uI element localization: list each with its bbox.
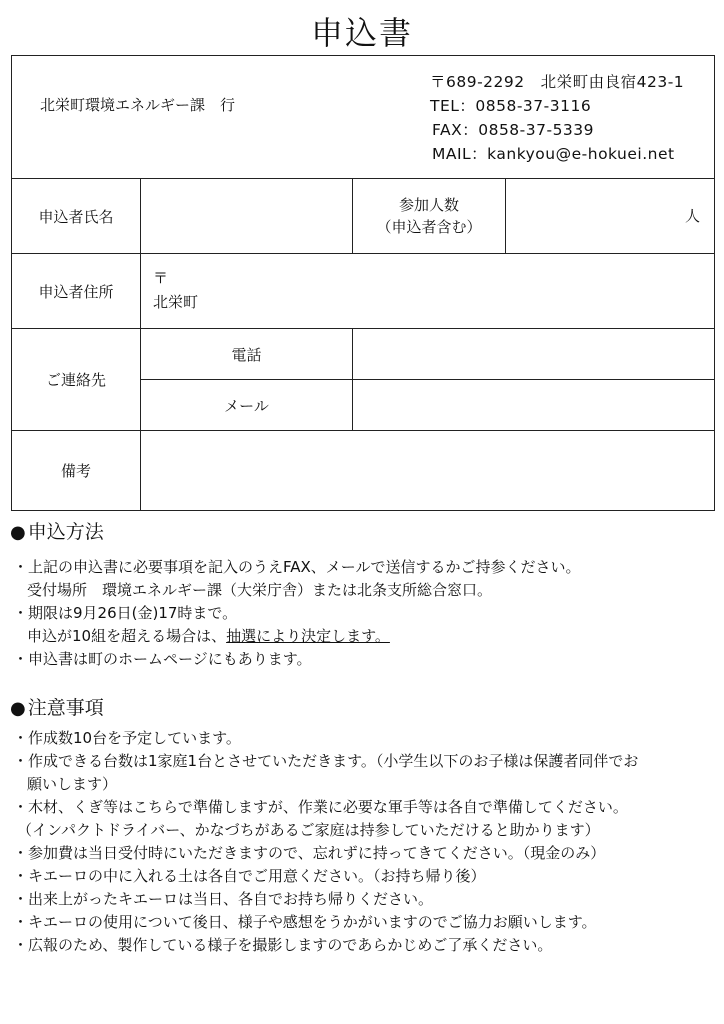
count-unit: 人: [684, 207, 700, 225]
application-form: [11, 55, 715, 511]
method-item: ・期限は9月26日(金)17時まで。: [13, 604, 238, 622]
name-label: 申込者氏名: [12, 179, 141, 254]
method-item-cont: 受付場所 環境エネルギー課（大栄庁舎）または北条支所総合窓口。: [27, 581, 493, 599]
note-item: ・作成数10台を予定しています。: [13, 729, 241, 747]
method-item: ・上記の申込書に必要事項を記入のうえFAX、メールで送信するかご持参ください。: [13, 558, 581, 576]
note-item-cont: （インパクトドライバー、かなづちがあるご家庭は持参していただけると助かります）: [17, 821, 600, 839]
tel-number: TEL：0858-37-3116: [430, 97, 592, 115]
method-item-cont: [13, 625, 581, 648]
form-header: [12, 56, 715, 179]
email-field[interactable]: [353, 380, 715, 431]
note-item: ・キエーロの使用について後日、様子や感想をうかがいますのでご協力お願いします。: [13, 913, 597, 931]
name-field[interactable]: [141, 179, 353, 254]
note-item-cont: 願いします）: [27, 775, 118, 793]
remarks-label: 備考: [12, 431, 141, 511]
email-label: メール: [141, 380, 353, 431]
phone-label: 電話: [141, 329, 353, 380]
count-label-line2: （申込者含む）: [376, 218, 482, 236]
notes-heading-text: 注意事項: [27, 697, 104, 719]
address-label: 申込者住所: [12, 254, 141, 329]
address-town: 北栄町: [153, 293, 199, 311]
note-item: ・木材、くぎ等はこちらで準備しますが、作業に必要な軍手等は各自で準備してください。: [13, 798, 628, 816]
address-postal-mark: 〒: [153, 269, 169, 287]
note-item: ・広報のため、製作している様子を撮影しますのであらかじめご了承ください。: [13, 936, 553, 954]
destination: 北栄町環境エネルギー課 行: [40, 96, 236, 114]
note-item: ・キエーロの中に入れる土は各自でご用意ください。（お持ち帰り後）: [13, 867, 486, 885]
bullet-dot: ●: [10, 698, 26, 719]
notes-heading: [10, 693, 104, 720]
bullet-dot: ●: [10, 522, 26, 543]
address-field[interactable]: [141, 254, 715, 329]
note-item: ・作成できる台数は1家庭1台とさせていただきます。（小学生以下のお子様は保護者同伴でお: [13, 752, 639, 770]
method-heading-text: 申込方法: [27, 521, 104, 543]
count-label-line1: 参加人数: [398, 196, 459, 214]
method-list: [13, 556, 581, 671]
contact-info: [430, 70, 684, 166]
lottery-prefix: 申込が10組を超える場合は、: [27, 627, 227, 645]
count-field[interactable]: [506, 179, 715, 254]
mail-address: MAIL：kankyou@e-hokuei.net: [432, 145, 675, 163]
method-heading: [10, 517, 104, 544]
notes-list: [13, 727, 638, 957]
method-item: ・申込書は町のホームページにもあります。: [13, 650, 312, 668]
fax-number: FAX：0858-37-5339: [432, 121, 595, 139]
postal-address: 〒689-2292 北栄町由良宿423-1: [430, 73, 685, 91]
contact-label: ご連絡先: [12, 329, 141, 431]
count-label: [353, 179, 506, 254]
page-title: 申込書: [310, 14, 413, 52]
remarks-field[interactable]: [141, 431, 715, 511]
lottery-note: 抽選により決定します。: [226, 627, 390, 645]
note-item: ・参加費は当日受付時にいただきますので、忘れずに持ってきてください。（現金のみ）: [13, 844, 606, 862]
phone-field[interactable]: [353, 329, 715, 380]
note-item: ・出来上がったキエーロは当日、各自でお持ち帰りください。: [13, 890, 434, 908]
